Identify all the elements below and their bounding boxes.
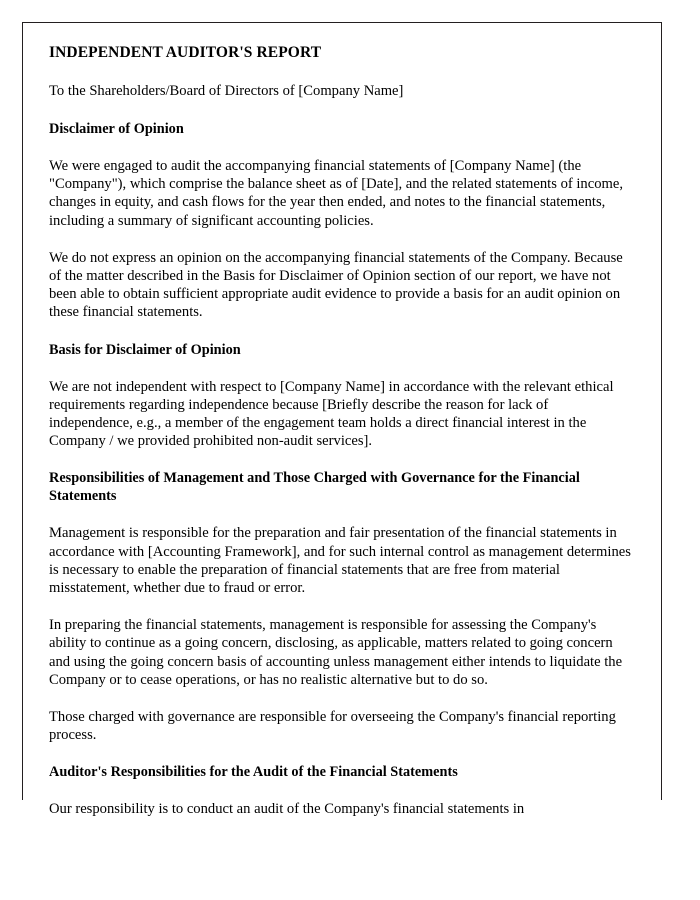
document-page bbox=[22, 22, 662, 818]
section-heading-basis-for-disclaimer-of-opinion: Basis for Disclaimer of Opinion bbox=[49, 341, 241, 358]
paragraph: Our responsibility is to conduct an audit of the Company's financial statements in bbox=[49, 801, 525, 818]
section-heading-responsibilities-of-management: Responsibilities of Management and Those Charged with Governance for the Financial Statements bbox=[49, 470, 580, 505]
paragraph: We were engaged to audit the accompanying financial statements of [Company Name] (the "Company"), which comprise the balance sheet as of [Date], and the related statements of income, changes in equity, and cash flows for the year then ended, and notes to the financial statements, including a summary of significant accounting policies. bbox=[49, 158, 623, 229]
paragraph: We do not express an opinion on the accompanying financial statements of the Company. Because of the matter described in the Basis for Disclaimer of Opinion section of our report, we have not been able to obtain sufficient appropriate audit evidence to provide a basis for an audit opinion on these financial statements. bbox=[49, 249, 623, 321]
section-heading-disclaimer-of-opinion: Disclaimer of Opinion bbox=[49, 121, 184, 137]
paragraph: We are not independent with respect to [Company Name] in accordance with the relevant ethical requirements regarding independence because [Briefly describe the reason for lack of independence, e.g., a member of the engagement team holds a direct financial interest in the Company / we provided prohibited non-audit services]. bbox=[49, 378, 614, 450]
paragraph: In preparing the financial statements, management is responsible for assessing the Company's ability to continue as a going concern, disclosing, as applicable, matters related to going concern and using the going concern basis of accounting unless management either intends to liquidate the Company or to cease operations, or has no realistic alternative but to do so. bbox=[49, 617, 623, 688]
page-title: INDEPENDENT AUDITOR'S REPORT bbox=[49, 44, 322, 61]
document-content bbox=[49, 43, 633, 818]
paragraph: Management is responsible for the preparation and fair presentation of the financial statements in accordance with [Accounting Framework], and for such internal control as management determines is necessary to enable the preparation of financial statements that are free from material misstatement, whether due to fraud or error. bbox=[49, 525, 631, 597]
paragraph: Those charged with governance are responsible for overseeing the Company's financial reporting process. bbox=[49, 709, 616, 744]
addressee-line: To the Shareholders/Board of Directors of [Company Name] bbox=[49, 83, 404, 99]
section-heading-auditors-responsibilities: Auditor's Responsibilities for the Audit of the Financial Statements bbox=[49, 764, 458, 781]
